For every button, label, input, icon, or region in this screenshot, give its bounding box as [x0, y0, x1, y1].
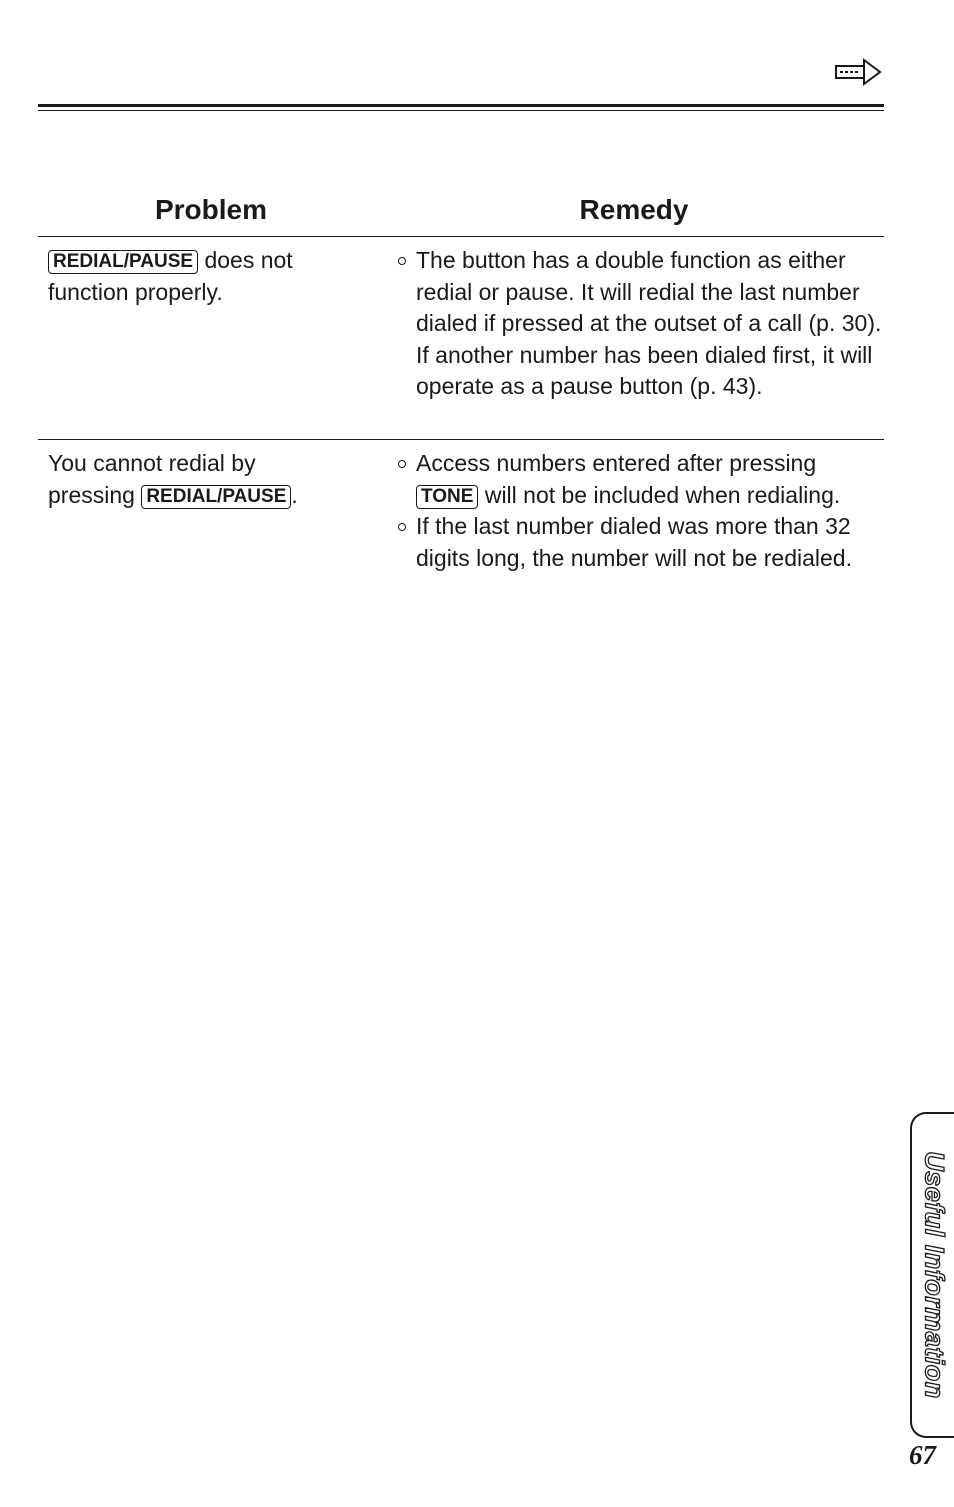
section-tab-label: Useful Information — [919, 1151, 950, 1399]
remedy-cell — [396, 448, 884, 574]
continue-arrow-icon — [834, 58, 882, 86]
table-row — [38, 439, 884, 650]
troubleshooting-table — [38, 190, 884, 650]
header-rule — [38, 104, 884, 107]
problem-text: . — [291, 481, 298, 508]
remedy-text: will not be included when redialing. — [478, 481, 841, 508]
remedy-item: The button has a double function as either redial or pause. It will redial the last number dialed if pressed at the outset of a call (p. 30). If another number has been dialed first, it will operate as a pause button (p. 43). — [396, 245, 884, 403]
remedy-cell — [396, 245, 884, 403]
section-tab — [910, 1112, 954, 1438]
remedy-column-header: Remedy — [579, 194, 689, 225]
table-header — [38, 190, 884, 237]
redial-pause-key: REDIAL/PAUSE — [141, 485, 291, 509]
problem-column-header: Problem — [154, 194, 268, 225]
problem-text: function properly. — [48, 278, 223, 305]
remedy-item — [396, 448, 884, 511]
remedy-item: If the last number dialed was more than 32 digits long, the number will not be redialed. — [396, 511, 884, 574]
problem-cell — [48, 448, 378, 511]
table-row — [38, 237, 884, 439]
problem-text: You cannot redial by — [48, 450, 256, 476]
remedy-text: Access numbers entered after pressing — [416, 450, 817, 476]
redial-pause-key: REDIAL/PAUSE — [48, 250, 198, 274]
problem-cell — [48, 245, 378, 308]
header-rule-thin — [38, 110, 884, 111]
page-number: 67 — [909, 1440, 936, 1470]
problem-text: pressing — [48, 481, 142, 508]
problem-text: does not — [198, 247, 293, 273]
tone-key: TONE — [416, 485, 478, 509]
